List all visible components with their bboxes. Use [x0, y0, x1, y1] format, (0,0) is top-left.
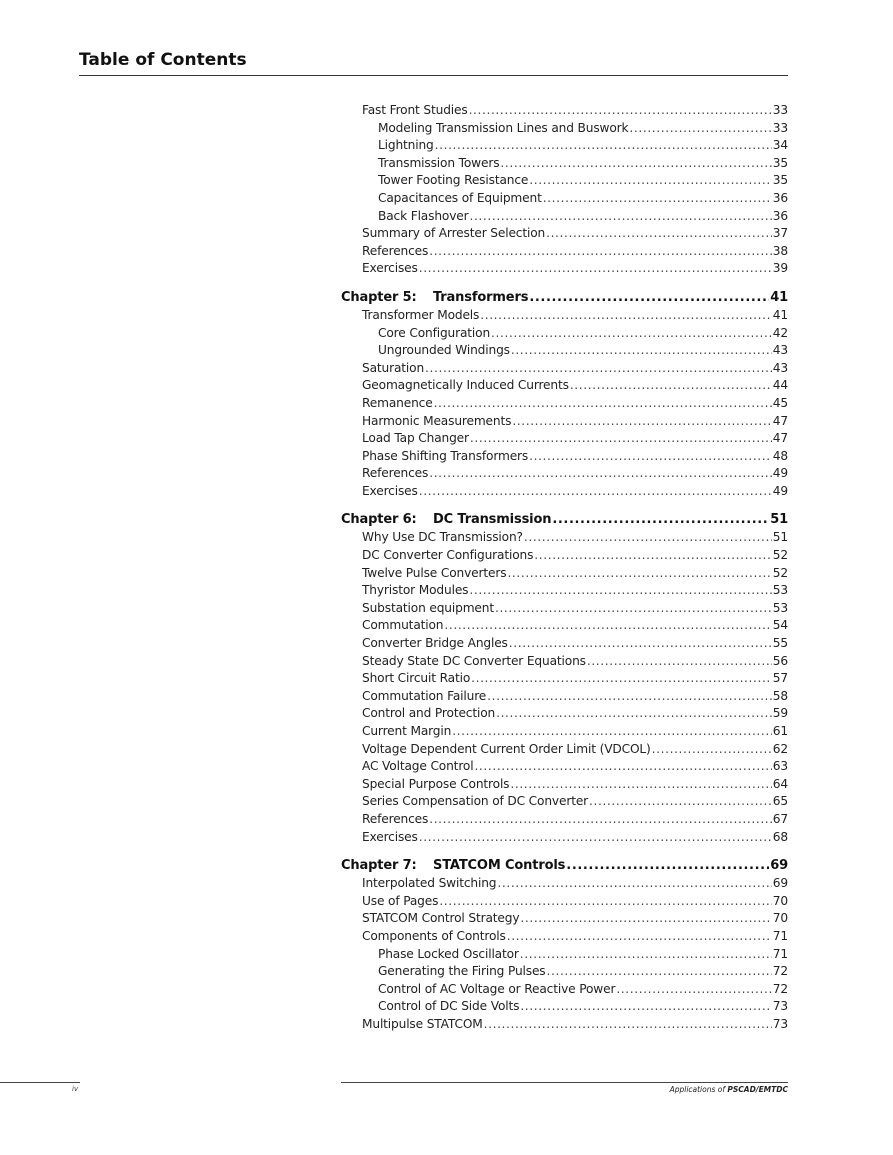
toc-page-number: 47: [772, 413, 788, 428]
toc-entry-title: Modeling Transmission Lines and Buswork: [378, 120, 629, 135]
toc-page-number: 56: [772, 653, 788, 668]
toc-page-number: 41: [770, 289, 788, 305]
toc-entry[interactable]: [341, 208, 788, 226]
toc-dot-leader: [497, 875, 771, 893]
toc-entry[interactable]: [341, 705, 788, 723]
toc-page-number: 70: [772, 911, 788, 926]
toc-dot-leader: [589, 793, 772, 811]
toc-entry[interactable]: [341, 547, 788, 565]
toc-entry-title: Current Margin: [362, 724, 452, 738]
toc-entry-title: AC Voltage Control: [362, 759, 474, 774]
toc-dot-leader: [425, 360, 772, 378]
toc-dot-leader: [429, 243, 772, 261]
toc-entry-title: DC Converter Configurations: [362, 548, 534, 563]
toc-entry-title: Control of DC Side Volts: [378, 999, 520, 1014]
toc-entry[interactable]: [341, 360, 788, 378]
toc-page-number: 49: [772, 483, 788, 498]
footer-left-rule: [0, 1082, 80, 1083]
toc-entry[interactable]: [341, 617, 788, 635]
toc-dot-leader: [419, 260, 772, 278]
toc-dot-leader: [520, 910, 771, 928]
page-title: Table of Contents: [79, 50, 247, 70]
toc-page-number: 73: [772, 999, 788, 1014]
toc-page-number: 41: [772, 307, 788, 322]
toc-entry-title: Phase Locked Oscillator: [378, 946, 519, 961]
footer-book-name: PSCAD/EMTDC: [727, 1085, 788, 1094]
toc-entry[interactable]: [341, 741, 788, 759]
toc-page-number: 55: [772, 636, 788, 651]
toc-chapter-entry[interactable]: [341, 857, 788, 875]
toc-entry-title: Steady State DC Converter Equations: [362, 653, 586, 668]
toc-entry[interactable]: [341, 635, 788, 653]
toc-entry-title: STATCOM Control Strategy: [362, 911, 520, 926]
toc-dot-leader: [566, 857, 769, 875]
toc-entry[interactable]: [341, 893, 788, 911]
toc-entry-title: Special Purpose Controls: [362, 776, 510, 791]
toc-page-number: 54: [772, 618, 788, 633]
toc-page-number: 51: [770, 512, 788, 528]
toc-entry[interactable]: [341, 413, 788, 431]
toc-entry-title: Exercises: [362, 483, 418, 498]
toc-entry[interactable]: [341, 395, 788, 413]
toc-entry[interactable]: [341, 529, 788, 547]
toc-dot-leader: [512, 413, 771, 431]
toc-entry-title: Lightning: [378, 138, 434, 153]
toc-entry[interactable]: [341, 137, 788, 155]
toc-entry[interactable]: [341, 120, 788, 138]
toc-entry[interactable]: [341, 342, 788, 360]
toc-entry[interactable]: [341, 910, 788, 928]
toc-entry[interactable]: [341, 758, 788, 776]
toc-page-number: 64: [772, 776, 788, 791]
toc-page-number: 69: [770, 858, 788, 874]
toc-dot-leader: [524, 529, 772, 547]
toc-entry-title: Saturation: [362, 360, 425, 375]
toc-dot-leader: [491, 325, 772, 343]
toc-entry[interactable]: [341, 465, 788, 483]
toc-chapter-entry[interactable]: [341, 289, 788, 307]
toc-dot-leader: [529, 289, 769, 307]
toc-page-number: 62: [772, 741, 788, 756]
toc-entry[interactable]: [341, 793, 788, 811]
toc-entry[interactable]: [341, 981, 788, 999]
toc-entry-title: Remanence: [362, 395, 433, 410]
toc-dot-leader: [452, 723, 772, 741]
toc-dot-leader: [616, 981, 771, 999]
toc-entry-title: Commutation Failure: [362, 688, 487, 703]
toc-dot-leader: [552, 511, 769, 529]
toc-dot-leader: [520, 998, 771, 1016]
toc-page-number: 43: [772, 343, 788, 358]
toc-page-number: 39: [772, 261, 788, 276]
toc-dot-leader: [570, 377, 772, 395]
toc-dot-leader: [547, 963, 772, 981]
toc-dot-leader: [471, 670, 772, 688]
toc-dot-leader: [500, 155, 771, 173]
toc-entry-title: Control of AC Voltage or Reactive Power: [378, 981, 616, 996]
toc-entry[interactable]: [341, 946, 788, 964]
toc-entry-title: Exercises: [362, 261, 418, 276]
toc-chapter-heading: [341, 857, 565, 875]
toc-page-number: 57: [772, 671, 788, 686]
toc-entry-title: Control and Protection: [362, 706, 496, 721]
toc-page-number: 70: [772, 893, 788, 908]
toc-chapter-entry[interactable]: [341, 511, 788, 529]
toc-dot-leader: [469, 582, 771, 600]
toc-entry[interactable]: [341, 155, 788, 173]
toc-page-number: 61: [772, 724, 788, 738]
toc-page-number: 42: [772, 325, 788, 340]
toc-page-number: 73: [772, 1016, 788, 1031]
toc-page-number: 33: [772, 120, 788, 135]
toc-entry-title: References: [362, 811, 429, 826]
toc-page-number: 47: [772, 431, 788, 446]
toc-page-number: 69: [772, 876, 788, 891]
toc-entry[interactable]: [341, 600, 788, 618]
toc-page-number: 44: [772, 378, 788, 393]
toc-dot-leader: [495, 600, 772, 618]
toc-entry-title: Ungrounded Windings: [378, 343, 510, 358]
toc-chapter-number: Chapter 6:: [341, 512, 417, 528]
toc-entry-title: Transmission Towers: [378, 155, 500, 170]
toc-chapter-title: STATCOM Controls: [433, 858, 566, 874]
toc-page-number: 35: [772, 155, 788, 170]
toc-page-number: 58: [772, 688, 788, 703]
toc-entry[interactable]: [341, 190, 788, 208]
toc-page-number: 59: [772, 706, 788, 721]
toc-dot-leader: [587, 653, 772, 671]
toc-entry-title: Generating the Firing Pulses: [378, 964, 546, 979]
toc-dot-leader: [434, 395, 772, 413]
toc-page-number: 52: [772, 548, 788, 563]
toc-dot-leader: [444, 617, 771, 635]
toc-page-number: 68: [772, 829, 788, 844]
toc-page-number: 49: [772, 466, 788, 481]
toc-chapter-number: Chapter 5:: [341, 289, 417, 305]
toc-entry[interactable]: [341, 325, 788, 343]
toc-chapter-heading: [341, 511, 551, 529]
toc-page-number: 34: [772, 138, 788, 153]
toc-entry-title: Transformer Models: [362, 307, 480, 322]
toc-entry[interactable]: [341, 829, 788, 847]
toc-dot-leader: [546, 225, 772, 243]
toc-entry-title: Why Use DC Transmission?: [362, 530, 523, 545]
toc-entry[interactable]: [341, 688, 788, 706]
toc-entry[interactable]: [341, 483, 788, 501]
toc-dot-leader: [510, 776, 771, 794]
toc-dot-leader: [507, 565, 771, 583]
toc-entry-title: Capacitances of Equipment: [378, 190, 542, 205]
toc-entry-title: Fast Front Studies: [362, 103, 468, 117]
toc-entry[interactable]: [341, 582, 788, 600]
toc-page-number: 72: [772, 964, 788, 979]
toc-dot-leader: [469, 102, 772, 120]
toc-entry-title: Tower Footing Resistance: [378, 173, 529, 188]
toc-entry[interactable]: [341, 811, 788, 829]
toc-entry-title: Thyristor Modules: [362, 583, 469, 598]
toc-entry-title: Twelve Pulse Converters: [362, 565, 507, 580]
toc-entry[interactable]: [341, 723, 788, 741]
toc-entry-title: Phase Shifting Transformers: [362, 448, 529, 463]
toc-page-number: 71: [772, 946, 788, 961]
toc-dot-leader: [511, 342, 772, 360]
toc-entry-title: Short Circuit Ratio: [362, 671, 471, 686]
toc-dot-leader: [534, 547, 771, 565]
header-rule: [79, 75, 788, 76]
toc-page-number: 37: [772, 226, 788, 241]
toc-entry-title: Exercises: [362, 829, 418, 844]
toc-page-number: 63: [772, 759, 788, 774]
toc-entry-title: Back Flashover: [378, 208, 469, 223]
toc-entry[interactable]: [341, 260, 788, 278]
toc-entry-title: References: [362, 243, 429, 258]
toc-dot-leader: [507, 928, 772, 946]
toc-page-number: 53: [772, 583, 788, 598]
toc-chapter-number: Chapter 7:: [341, 858, 417, 874]
toc-dot-leader: [487, 688, 772, 706]
toc-dot-leader: [470, 430, 772, 448]
toc-chapter-title: Transformers: [433, 289, 529, 305]
toc-entry[interactable]: [341, 243, 788, 261]
toc-entry-title: Load Tap Changer: [362, 431, 469, 446]
toc-entry[interactable]: [341, 670, 788, 688]
toc-entry-title: Substation equipment: [362, 600, 494, 615]
toc-entry-title: Harmonic Measurements: [362, 413, 512, 428]
toc-entry[interactable]: [341, 172, 788, 190]
toc-page-number: 35: [772, 173, 788, 188]
toc-dot-leader: [652, 741, 772, 759]
footer-right-rule: [341, 1082, 788, 1083]
toc-dot-leader: [480, 307, 772, 325]
toc-chapter-title: DC Transmission: [433, 512, 552, 528]
toc-entry-title: Converter Bridge Angles: [362, 636, 508, 651]
toc-page-number: 71: [772, 928, 788, 943]
toc-entry-title: Series Compensation of DC Converter: [362, 794, 589, 809]
toc-page-number: 45: [772, 395, 788, 410]
table-of-contents: [341, 102, 788, 1034]
toc-entry[interactable]: [341, 565, 788, 583]
toc-entry-title: Use of Pages: [362, 893, 439, 908]
toc-dot-leader: [496, 705, 772, 723]
toc-page-number: 36: [772, 190, 788, 205]
toc-entry-title: Commutation: [362, 618, 444, 633]
toc-entry[interactable]: [341, 102, 788, 120]
toc-chapter-heading: [341, 289, 528, 307]
footer-page-number: iv: [72, 1085, 79, 1093]
toc-page-number: 52: [772, 565, 788, 580]
toc-dot-leader: [529, 172, 772, 190]
toc-dot-leader: [429, 465, 772, 483]
toc-entry[interactable]: [341, 998, 788, 1016]
toc-page-number: 72: [772, 981, 788, 996]
toc-page-number: 65: [772, 794, 788, 809]
toc-dot-leader: [509, 635, 772, 653]
toc-entry-title: Core Configuration: [378, 325, 491, 340]
toc-entry[interactable]: [341, 430, 788, 448]
toc-entry-title: Components of Controls: [362, 928, 506, 943]
toc-entry[interactable]: [341, 776, 788, 794]
toc-entry-title: Multipulse STATCOM: [362, 1016, 483, 1031]
toc-entry[interactable]: [341, 307, 788, 325]
toc-dot-leader: [419, 483, 772, 501]
toc-dot-leader: [419, 829, 772, 847]
toc-page-number: 53: [772, 600, 788, 615]
toc-dot-leader: [629, 120, 771, 138]
footer-book-prefix: Applications of: [669, 1085, 728, 1094]
toc-entry[interactable]: [341, 1016, 788, 1034]
toc-dot-leader: [474, 758, 771, 776]
toc-page-number: 48: [772, 448, 788, 463]
toc-dot-leader: [529, 448, 772, 466]
toc-dot-leader: [439, 893, 771, 911]
toc-page-number: 36: [772, 208, 788, 223]
toc-entry[interactable]: [341, 377, 788, 395]
toc-entry-title: Summary of Arrester Selection: [362, 226, 546, 241]
toc-entry[interactable]: [341, 875, 788, 893]
toc-entry[interactable]: [341, 448, 788, 466]
footer-book-title: [670, 1085, 788, 1094]
toc-entry-title: Interpolated Switching: [362, 876, 497, 891]
toc-page-number: 43: [772, 360, 788, 375]
toc-page-number: 51: [772, 530, 788, 545]
toc-page-number: 33: [772, 103, 788, 117]
toc-entry-title: Voltage Dependent Current Order Limit (VDCOL): [362, 741, 651, 756]
toc-entry-title: References: [362, 466, 429, 481]
toc-page-number: 38: [772, 243, 788, 258]
toc-entry[interactable]: [341, 653, 788, 671]
toc-entry[interactable]: [341, 928, 788, 946]
toc-dot-leader: [543, 190, 772, 208]
toc-dot-leader: [469, 208, 771, 226]
toc-dot-leader: [520, 946, 772, 964]
toc-entry[interactable]: [341, 963, 788, 981]
toc-entry-title: Geomagnetically Induced Currents: [362, 378, 569, 393]
toc-dot-leader: [429, 811, 772, 829]
toc-entry[interactable]: [341, 225, 788, 243]
toc-dot-leader: [484, 1016, 772, 1034]
toc-dot-leader: [435, 137, 772, 155]
toc-page-number: 67: [772, 811, 788, 826]
